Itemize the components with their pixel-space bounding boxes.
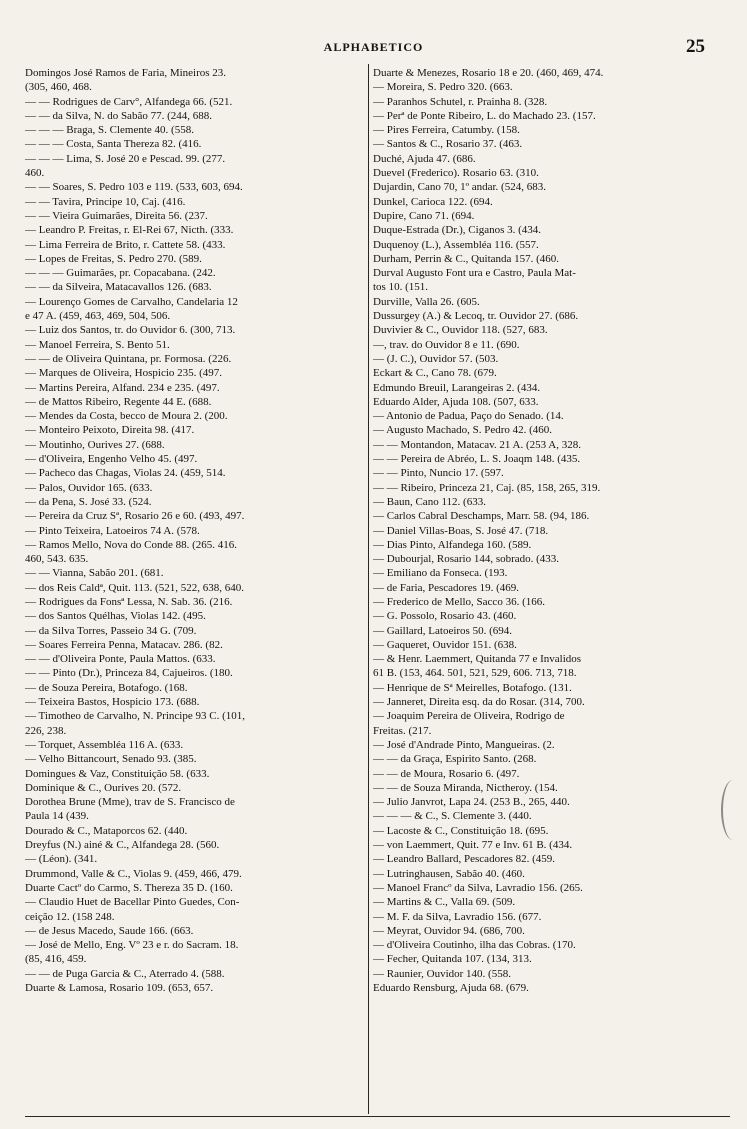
directory-entry: — Luiz dos Santos, tr. do Ouvidor 6. (300, 713. — [25, 324, 236, 337]
directory-entry: — — de Moura, Rosario 6. (497. — [373, 767, 520, 780]
directory-entry: — — de Souza Miranda, Nictheroy. (154. — [373, 781, 558, 794]
directory-entry: — Lutringhausen, Sabão 40. (460. — [373, 867, 525, 880]
directory-entry: — Leandro P. Freitas, r. El-Rei 67, Nicth. (333. — [25, 224, 234, 237]
directory-entry: — Moreira, S. Pedro 320. (663. — [373, 81, 513, 94]
directory-entry: — — da Silva, N. do Sabão 77. (244, 688. — [25, 109, 212, 122]
directory-entry: — Palos, Ouvidor 165. (633. — [25, 481, 153, 494]
directory-entry: — Gaqueret, Ouvidor 151. (638. — [373, 638, 517, 651]
directory-entry: — Timotheo de Carvalho, N. Principe 93 C. (101, — [25, 710, 245, 723]
directory-entry: — Torquet, Assembléa 116 A. (633. — [25, 738, 184, 751]
directory-entry: Duvivier & C., Ouvidor 118. (527, 683. — [373, 324, 548, 337]
directory-entry: Domingos José Ramos de Faria, Mineiros 23. — [25, 67, 227, 79]
directory-entry: — — d'Oliveira Ponte, Paula Mattos. (633. — [25, 653, 216, 666]
directory-entry: — de Faria, Pescadores 19. (469. — [373, 581, 520, 594]
directory-entry: — Carlos Cabral Deschamps, Marr. 58. (94, 186. — [373, 510, 590, 523]
directory-entry: — d'Oliveira, Engenho Velho 45. (497. — [25, 453, 198, 466]
directory-entry: Paula 14 (439. — [25, 810, 89, 823]
directory-entry: — Monteiro Peixoto, Direita 98. (417. — [25, 424, 195, 437]
directory-entry: Duché, Ajuda 47. (686. — [373, 152, 476, 165]
directory-entry: — Emiliano da Fonseca. (193. — [373, 567, 508, 580]
directory-entry: — Meyrat, Ouvidor 94. (686, 700. — [373, 924, 525, 937]
directory-entry: Dujardin, Cano 70, 1º andar. (524, 683. — [373, 181, 546, 194]
directory-entry: — Henrique de Sª Meirelles, Botafogo. (131. — [373, 681, 572, 694]
directory-entry: — — Pereira de Abréo, L. S. Joaqm 148. (435. — [373, 453, 581, 466]
directory-entry: — Antonio de Padua, Paço do Senado. (14. — [373, 410, 564, 423]
directory-entry: — de Souza Pereira, Botafogo. (168. — [25, 681, 188, 694]
running-title: ALPHABETICO — [323, 40, 424, 54]
directory-entry: — Perª de Ponte Ribeiro, L. do Machado 23. (157. — [373, 109, 596, 122]
directory-entry: — & Henr. Laemmert, Quitanda 77 e Invalidos — [373, 653, 582, 666]
directory-entry: — Soares Ferreira Penna, Matacav. 286. (82. — [25, 638, 223, 651]
directory-entry: — Julio Janvrot, Lapa 24. (253 B., 265, 440. — [373, 796, 570, 809]
directory-entry: — Dias Pinto, Alfandega 160. (589. — [373, 538, 532, 551]
bottom-rule — [25, 1116, 730, 1117]
directory-entry: — José d'Andrade Pinto, Mangueiras. (2. — [373, 738, 555, 751]
right-column — [373, 66, 730, 1116]
directory-entry: ceição 12. (158 248. — [25, 910, 115, 923]
directory-entry: Dussurgey (A.) & Lecoq, tr. Ouvidor 27. (686. — [373, 310, 579, 323]
directory-entry: — — — Costa, Santa Thereza 82. (416. — [25, 138, 202, 151]
directory-entry: — dos Reis Caldª, Quit. 113. (521, 522, 638, 640. — [25, 581, 244, 594]
directory-entry: Dunkel, Carioca 122. (694. — [373, 195, 493, 208]
directory-entry: — — — Lima, S. José 20 e Pescad. 99. (277. — [25, 152, 226, 165]
directory-entry: Duarte & Lamosa, Rosario 109. (653, 657. — [25, 982, 214, 994]
directory-entry: — José de Mello, Eng. Vº 23 e r. do Sacram. 18. — [25, 939, 239, 952]
directory-entry: — Martins & C., Valla 69. (509. — [373, 896, 516, 909]
directory-entry: — G. Possolo, Rosario 43. (460. — [373, 610, 517, 623]
directory-entry: — Pacheco das Chagas, Violas 24. (459, 514. — [25, 467, 226, 480]
directory-entry: — de Mattos Ribeiro, Regente 44 E. (688. — [25, 395, 212, 408]
page-edge-mark — [721, 780, 745, 840]
directory-entry: — de Jesus Macedo, Saude 166. (663. — [25, 924, 194, 937]
directory-entry: — — — & C., S. Clemente 3. (440. — [373, 810, 532, 823]
directory-entry: — (J. C.), Ouvidor 57. (503. — [373, 352, 499, 365]
directory-entry: — Dubourjal, Rosario 144, sobrado. (433. — [373, 553, 560, 566]
directory-entry: — — Pinto (Dr.), Princeza 84, Cajueiros. (180. — [25, 667, 233, 680]
directory-entry: — von Laemmert, Quit. 77 e Inv. 61 B. (434. — [373, 839, 573, 852]
directory-entry: Freitas. (217. — [373, 724, 432, 737]
directory-entry: — Martins Pereira, Alfand. 234 e 235. (497. — [25, 381, 220, 394]
directory-entry: — — Pinto, Nuncio 17. (597. — [373, 467, 504, 480]
directory-entry: — — Vianna, Sabão 201. (681. — [25, 567, 164, 580]
directory-entry: — — da Graça, Espirito Santo. (268. — [373, 753, 537, 766]
directory-entry: — Leandro Ballard, Pescadores 82. (459. — [373, 853, 556, 866]
directory-entry: — d'Oliveira Coutinho, ilha das Cobras. (170. — [373, 939, 576, 952]
directory-entry: — Claudio Huet de Bacellar Pinto Guedes, Con- — [25, 896, 240, 909]
directory-entry: — Mendes da Costa, becco de Moura 2. (200. — [25, 410, 228, 423]
column-divider — [368, 64, 369, 1114]
directory-entry: 460. — [25, 167, 45, 180]
page-number: 25 — [686, 36, 705, 57]
directory-entry: — Santos & C., Rosario 37. (463. — [373, 138, 523, 151]
directory-entry: Duevel (Frederico). Rosario 63. (310. — [373, 167, 539, 180]
directory-entry: — Augusto Machado, S. Pedro 42. (460. — [373, 424, 553, 437]
directory-entry: — — Rodrigues de Carv°, Alfandega 66. (521. — [25, 95, 233, 108]
directory-entry: — Paranhos Schutel, r. Prainha 8. (328. — [373, 95, 548, 108]
directory-entry: — Baun, Cano 112. (633. — [373, 495, 486, 508]
directory-entry: Dominique & C., Ourives 20. (572. — [25, 781, 182, 794]
directory-entry: Dourado & C., Mataporcos 62. (440. — [25, 824, 188, 837]
directory-entry: — Pereira da Cruz Sª, Rosario 26 e 60. (493, 497. — [25, 510, 245, 523]
directory-entry: — Manoel Ferreira, S. Bento 51. — [25, 338, 170, 351]
directory-entry: — Raunier, Ouvidor 140. (558. — [373, 967, 511, 980]
directory-entry: Dreyfus (N.) ainé & C., Alfandega 28. (560. — [25, 839, 220, 852]
directory-entry: — Lopes de Freitas, S. Pedro 270. (589. — [25, 252, 202, 265]
directory-entry: — Daniel Villas-Boas, S. José 47. (718. — [373, 524, 549, 537]
directory-entry: Duarte Cactº do Carmo, S. Thereza 35 D. (160. — [25, 881, 233, 894]
directory-entry: 61 B. (153, 464. 501, 521, 529, 606. 713, 718. — [373, 667, 577, 680]
directory-entry: — — Montandon, Matacav. 21 A. (253 A, 328. — [373, 438, 581, 451]
directory-entry: — — Tavira, Principe 10, Caj. (416. — [25, 195, 186, 208]
directory-entry: — — Soares, S. Pedro 103 e 119. (533, 603, 694. — [25, 181, 243, 194]
directory-entry: — Lourenço Gomes de Carvalho, Candelaria 12 — [25, 295, 238, 308]
directory-entry: — Fecher, Quitanda 107. (134, 313. — [373, 953, 532, 966]
directory-entry: — Lima Ferreira de Brito, r. Cattete 58. (433. — [25, 238, 226, 251]
directory-entry: 460, 543. 635. — [25, 553, 89, 566]
directory-entry: Eduardo Alder, Ajuda 108. (507, 633. — [373, 395, 539, 408]
directory-entry: Domingues & Vaz, Constituição 58. (633. — [25, 767, 210, 780]
directory-entry: — (Léon). (341. — [25, 853, 98, 866]
directory-entry: Durham, Perrin & C., Quitanda 157. (460. — [373, 252, 560, 265]
directory-entry: — — de Oliveira Quintana, pr. Formosa. (226. — [25, 352, 232, 365]
directory-entry: — da Pena, S. José 33. (524. — [25, 495, 152, 508]
directory-entry: — Teixeira Bastos, Hospicio 173. (688. — [25, 696, 200, 709]
left-column — [25, 66, 368, 1116]
directory-entry: — Ramos Mello, Nova do Conde 88. (265. 416. — [25, 538, 238, 551]
directory-entry: Durville, Valla 26. (605. — [373, 295, 480, 308]
directory-entry: (85, 416, 459. — [25, 953, 87, 966]
directory-entry: — — — Guimarães, pr. Copacabana. (242. — [25, 267, 216, 280]
directory-entry: tos 10. (151. — [373, 281, 428, 294]
directory-entry: — — Ribeiro, Princeza 21, Caj. (85, 158, 265, 319. — [373, 481, 601, 494]
directory-entry: 226, 238. — [25, 724, 67, 737]
directory-entry: Duarte & Menezes, Rosario 18 e 20. (460, 469, 474. — [373, 67, 604, 79]
directory-entry: —, trav. do Ouvidor 8 e 11. (690. — [373, 338, 520, 351]
directory-entry: — dos Santos Quélhas, Violas 142. (495. — [25, 610, 206, 623]
directory-entry: — — da Silveira, Matacavallos 126. (683. — [25, 281, 212, 294]
directory-entry: (305, 460, 468. — [25, 81, 92, 94]
directory-entry: — Janneret, Direita esq. da do Rosar. (314, 700. — [373, 696, 585, 709]
directory-entry: — M. F. da Silva, Lavradio 156. (677. — [373, 910, 542, 923]
directory-entry: — Gaillard, Latoeiros 50. (694. — [373, 624, 512, 637]
directory-entry: — Rodrigues da Fonsª Lessa, N. Sab. 36. (216. — [25, 595, 233, 608]
directory-entry: — Frederico de Mello, Sacco 36. (166. — [373, 595, 545, 608]
directory-entry: — — — Braga, S. Clemente 40. (558. — [25, 124, 194, 137]
directory-entry: Drummond, Valle & C., Violas 9. (459, 466, 479. — [25, 867, 242, 880]
directory-entry: — Manoel Francº da Silva, Lavradio 156. (265. — [373, 881, 583, 894]
directory-entry: — Marques de Oliveira, Hospicio 235. (497. — [25, 367, 223, 380]
directory-entry: — Velho Bittancourt, Senado 93. (385. — [25, 753, 197, 766]
directory-entry: — — Vieira Guimarães, Direita 56. (237. — [25, 209, 208, 222]
directory-entry: — Joaquim Pereira de Oliveira, Rodrigo de — [373, 710, 565, 723]
directory-entry: — Pires Ferreira, Catumby. (158. — [373, 124, 520, 137]
directory-entry: — da Silva Torres, Passeio 34 G. (709. — [25, 624, 197, 637]
directory-entry: — — de Puga Garcia & C., Aterrado 4. (588. — [25, 967, 225, 980]
page-header — [0, 36, 747, 64]
directory-entry: e 47 A. (459, 463, 469, 504, 506. — [25, 310, 171, 323]
directory-entry: — Moutinho, Ourives 27. (688. — [25, 438, 165, 451]
directory-entry: Duquenoy (L.), Assembléa 116. (557. — [373, 238, 539, 251]
directory-entry: Duque-Estrada (Dr.), Ciganos 3. (434. — [373, 224, 542, 237]
directory-entry: Dupire, Cano 71. (694. — [373, 209, 475, 222]
directory-entry: Edmundo Breuil, Larangeiras 2. (434. — [373, 381, 541, 394]
directory-entry: Durval Augusto Font ura e Castro, Paula Mat- — [373, 267, 576, 280]
directory-entry: — Pinto Teixeira, Latoeiros 74 A. (578. — [25, 524, 200, 537]
directory-entry: Eduardo Rensburg, Ajuda 68. (679. — [373, 982, 529, 994]
directory-entry: Eckart & C., Cano 78. (679. — [373, 367, 497, 380]
directory-entry: Dorothea Brune (Mme), trav de S. Francisco de — [25, 796, 235, 809]
directory-entry: — Lacoste & C., Constituição 18. (695. — [373, 824, 549, 837]
